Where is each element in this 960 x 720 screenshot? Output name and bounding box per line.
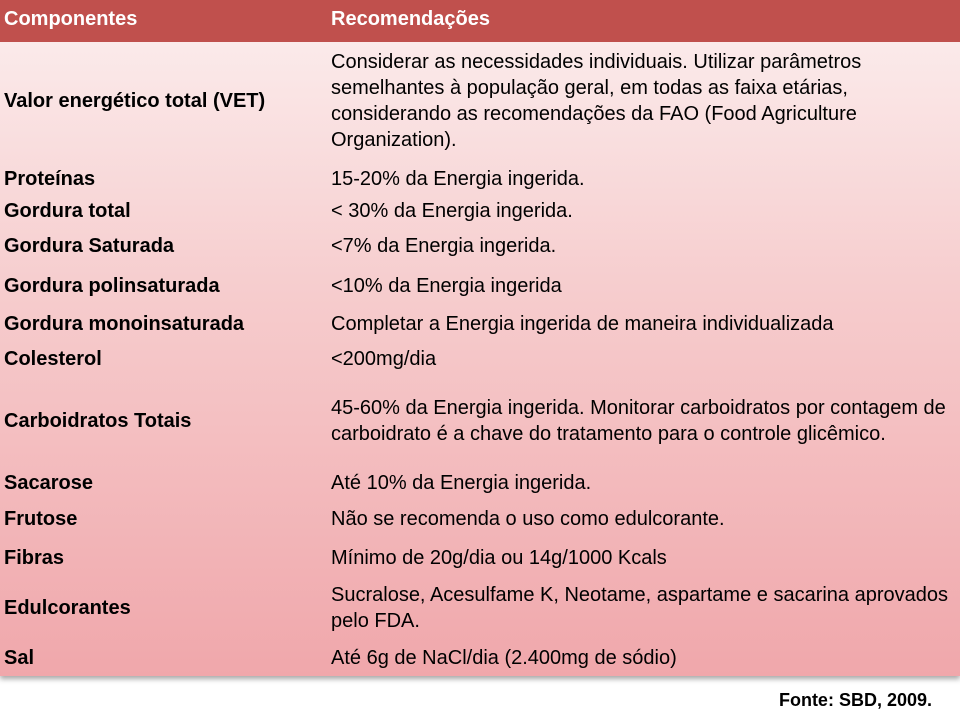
table-row bbox=[0, 228, 960, 264]
recommendation-cell: Não se recomenda o uso como edulcorante. bbox=[331, 508, 725, 530]
component-cell: Valor energético total (VET) bbox=[4, 89, 266, 112]
component-cell: Gordura monoinsaturada bbox=[4, 312, 245, 335]
component-cell: Colesterol bbox=[4, 347, 102, 370]
recommendation-cell: Até 6g de NaCl/dia (2.400mg de sódio) bbox=[331, 647, 677, 669]
component-cell: Sacarose bbox=[4, 471, 93, 494]
recommendation-cell: <10% da Energia ingerida bbox=[331, 275, 562, 297]
table-row bbox=[0, 42, 960, 160]
table-body bbox=[0, 42, 960, 676]
source-note: Fonte: SBD, 2009. bbox=[778, 690, 932, 710]
table-row bbox=[0, 377, 960, 465]
component-cell: Gordura polinsaturada bbox=[4, 274, 220, 297]
component-cell: Carboidratos Totais bbox=[4, 409, 192, 432]
component-cell: Sal bbox=[4, 646, 35, 669]
header-components: Componentes bbox=[4, 8, 138, 30]
component-cell: Edulcorantes bbox=[4, 596, 131, 619]
recommendation-cell: < 30% da Energia ingerida. bbox=[331, 200, 573, 222]
component-cell: Gordura total bbox=[4, 199, 131, 222]
recommendation-cell: <7% da Energia ingerida. bbox=[331, 235, 557, 257]
table-row bbox=[0, 267, 960, 305]
header-recommendations: Recomendações bbox=[331, 8, 490, 30]
recommendation-cell: Mínimo de 20g/dia ou 14g/1000 Kcals bbox=[331, 547, 667, 569]
component-cell: Gordura Saturada bbox=[4, 234, 175, 257]
recommendation-cell: Considerar as necessidades individuais. Utilizar parâmetros semelhantes à população geral, em todas as faixa etárias, considerando as recomendações da FAO (Food Agriculture Organization). bbox=[331, 51, 862, 151]
recommendation-cell: <200mg/dia bbox=[331, 348, 437, 370]
table-row bbox=[0, 305, 960, 343]
recommendation-cell: Sucralose, Acesulfame K, Neotame, aspartame e sacarina aprovados pelo FDA. bbox=[331, 584, 948, 632]
table-row bbox=[0, 162, 960, 196]
recommendation-cell: Até 10% da Energia ingerida. bbox=[331, 472, 592, 494]
recommendation-cell: 45-60% da Energia ingerida. Monitorar carboidratos por contagem de carboidrato é a chave do tratamento para o controle glicêmico. bbox=[331, 397, 946, 445]
table-row bbox=[0, 194, 960, 228]
component-cell: Proteínas bbox=[4, 167, 96, 190]
recommendation-cell: Completar a Energia ingerida de maneira individualizada bbox=[331, 313, 834, 335]
table-header bbox=[0, 0, 960, 42]
table-row bbox=[0, 640, 960, 676]
table-row bbox=[0, 577, 960, 639]
table-row bbox=[0, 501, 960, 537]
table-row bbox=[0, 539, 960, 577]
recommendation-cell: 15-20% da Energia ingerida. bbox=[331, 168, 585, 190]
component-cell: Frutose bbox=[4, 507, 78, 530]
table-row bbox=[0, 342, 960, 376]
component-cell: Fibras bbox=[4, 546, 65, 569]
table-row bbox=[0, 465, 960, 501]
